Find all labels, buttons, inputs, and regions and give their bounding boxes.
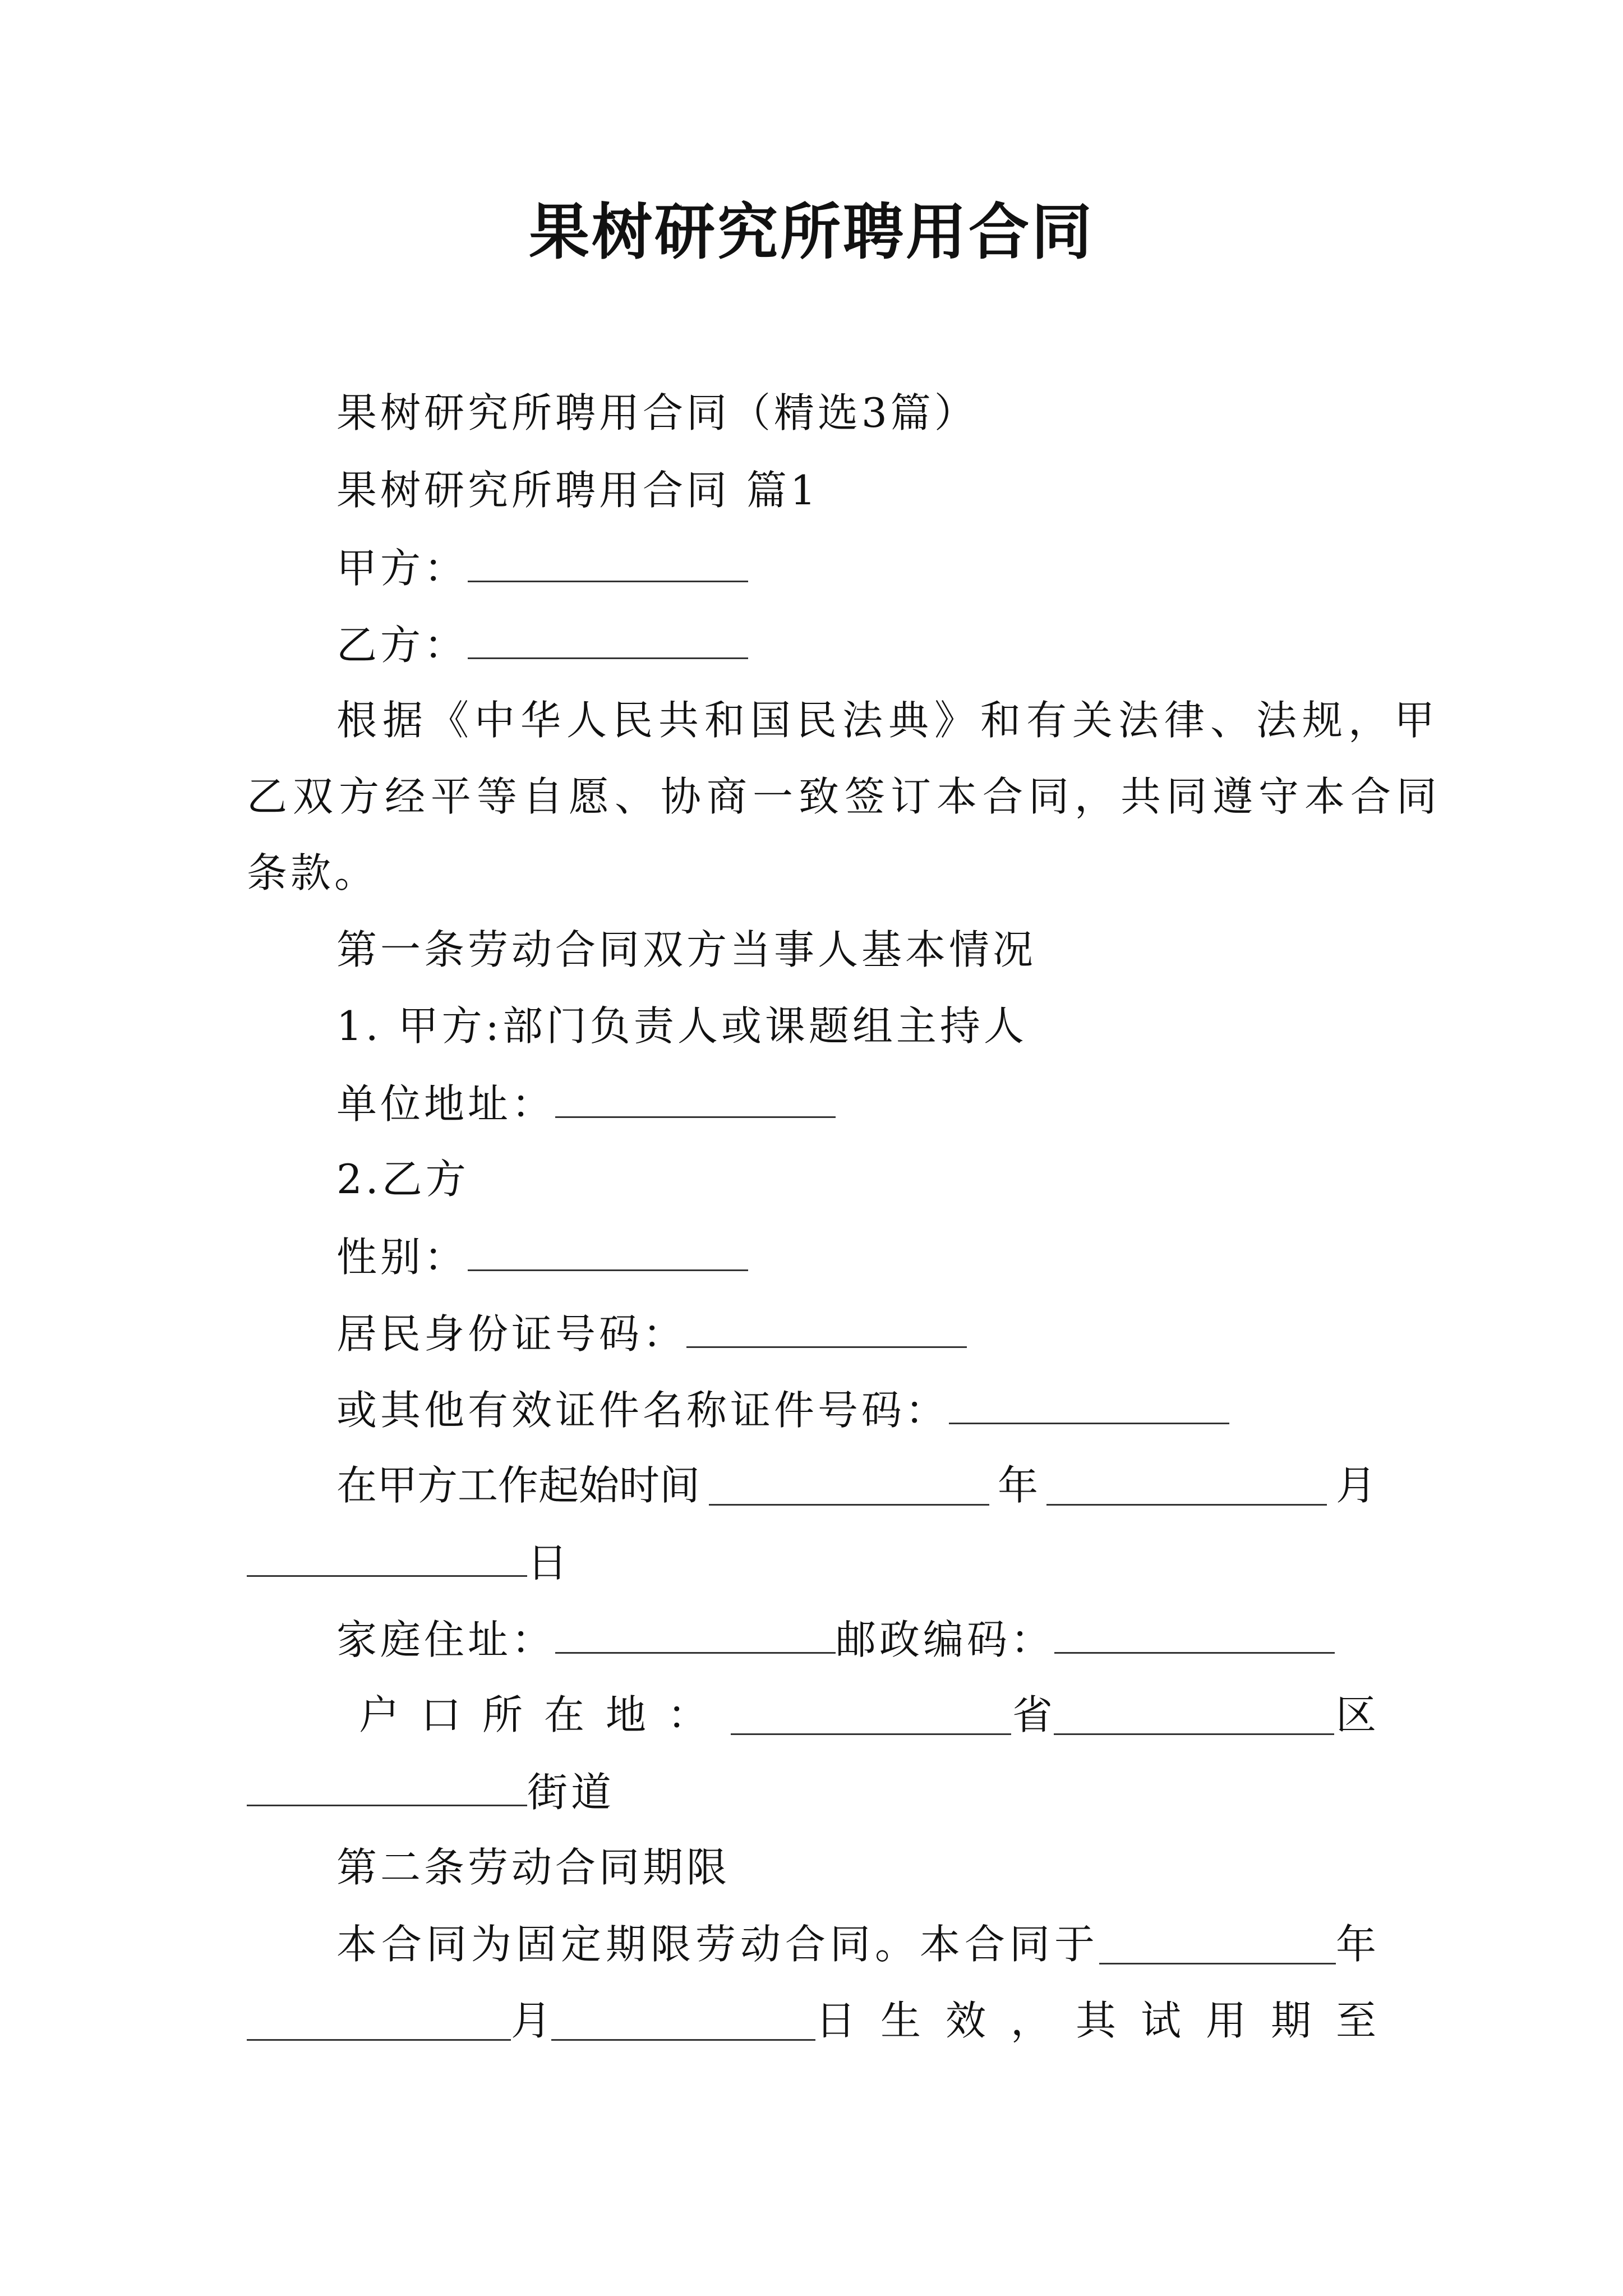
id-blank[interactable] — [686, 1313, 967, 1348]
item-1: 1. 甲方:部门负责人或课题组主持人 — [336, 1002, 1027, 1050]
hukou-district-blank[interactable] — [1054, 1700, 1334, 1735]
term-month-blank[interactable] — [247, 2005, 511, 2041]
start-day-label: 日 — [527, 1539, 571, 1586]
term-day-blank[interactable] — [551, 2005, 815, 2041]
id-label: 居民身份证号码： — [336, 1310, 687, 1358]
unit-address-label: 单位地址： — [336, 1080, 556, 1128]
party-b-line — [336, 622, 748, 669]
hukou-line — [359, 1691, 1376, 1738]
gender-label: 性别： — [336, 1234, 468, 1281]
start-month-label: 月 — [1335, 1462, 1376, 1509]
term-text: 本合同为固定期限劳动合同。本合同于 — [336, 1921, 1100, 1968]
party-a-blank[interactable] — [468, 547, 748, 582]
street-line — [247, 1769, 615, 1816]
document-subtitle: 果树研究所聘用合同（精选3篇） — [336, 389, 978, 436]
document-title: 果树研究所聘用合同 — [528, 197, 1094, 268]
other-id-label: 或其他有效证件名称证件号码： — [336, 1387, 949, 1434]
province-label: 省 — [1012, 1691, 1053, 1738]
home-address-line — [336, 1616, 1335, 1663]
home-address-label: 家庭住址： — [336, 1616, 556, 1663]
hukou-province-blank[interactable] — [731, 1700, 1011, 1735]
intro-line-1: 根据《中华人民共和国民法典》和有关法律、法规，甲 — [336, 697, 1441, 744]
start-year-blank[interactable] — [709, 1470, 989, 1506]
gender-blank[interactable] — [468, 1236, 748, 1271]
term-year-blank[interactable] — [1099, 1929, 1336, 1964]
intro-line-2: 乙双方经平等自愿、协商一致签订本合同，共同遵守本合同 — [247, 773, 1443, 820]
term-line-2 — [247, 1997, 1401, 2044]
party-a-line — [336, 545, 748, 592]
intro-line-3: 条款。 — [247, 849, 379, 896]
hukou-label: 户口所在地： — [359, 1691, 730, 1738]
party-b-blank[interactable] — [468, 624, 748, 659]
unit-address-blank[interactable] — [555, 1083, 836, 1118]
article1-heading: 第一条劳动合同双方当事人基本情况 — [336, 926, 1037, 973]
term-month-label: 月 — [510, 1997, 551, 2044]
start-month-blank[interactable] — [1046, 1470, 1327, 1506]
term-line-1 — [336, 1921, 1376, 1968]
other-id-line — [336, 1387, 1229, 1434]
party-b-label: 乙方： — [336, 622, 468, 669]
start-time-line — [336, 1462, 1376, 1509]
other-id-blank[interactable] — [949, 1389, 1229, 1424]
gender-line — [336, 1234, 748, 1281]
postcode-blank[interactable] — [1054, 1618, 1335, 1654]
street-label: 街道 — [527, 1769, 615, 1816]
start-day-blank[interactable] — [247, 1542, 527, 1577]
start-day-line — [247, 1539, 571, 1586]
hukou-street-blank[interactable] — [247, 1771, 527, 1806]
start-year-label: 年 — [997, 1462, 1038, 1509]
item-2: 2.乙方 — [336, 1156, 469, 1203]
piece-heading: 果树研究所聘用合同 篇1 — [336, 467, 819, 514]
postcode-label: 邮政编码： — [836, 1616, 1055, 1663]
unit-address-line — [336, 1080, 836, 1128]
article2-heading: 第二条劳动合同期限 — [336, 1844, 731, 1891]
term-year-label: 年 — [1335, 1921, 1376, 1968]
id-line — [336, 1310, 967, 1358]
start-time-label: 在甲方工作起始时间 — [336, 1462, 700, 1509]
district-label: 区 — [1335, 1691, 1376, 1738]
term-effective-text: 日生效，其试用期至 — [815, 1997, 1401, 2044]
home-address-blank[interactable] — [555, 1618, 836, 1654]
party-a-label: 甲方： — [336, 545, 468, 592]
